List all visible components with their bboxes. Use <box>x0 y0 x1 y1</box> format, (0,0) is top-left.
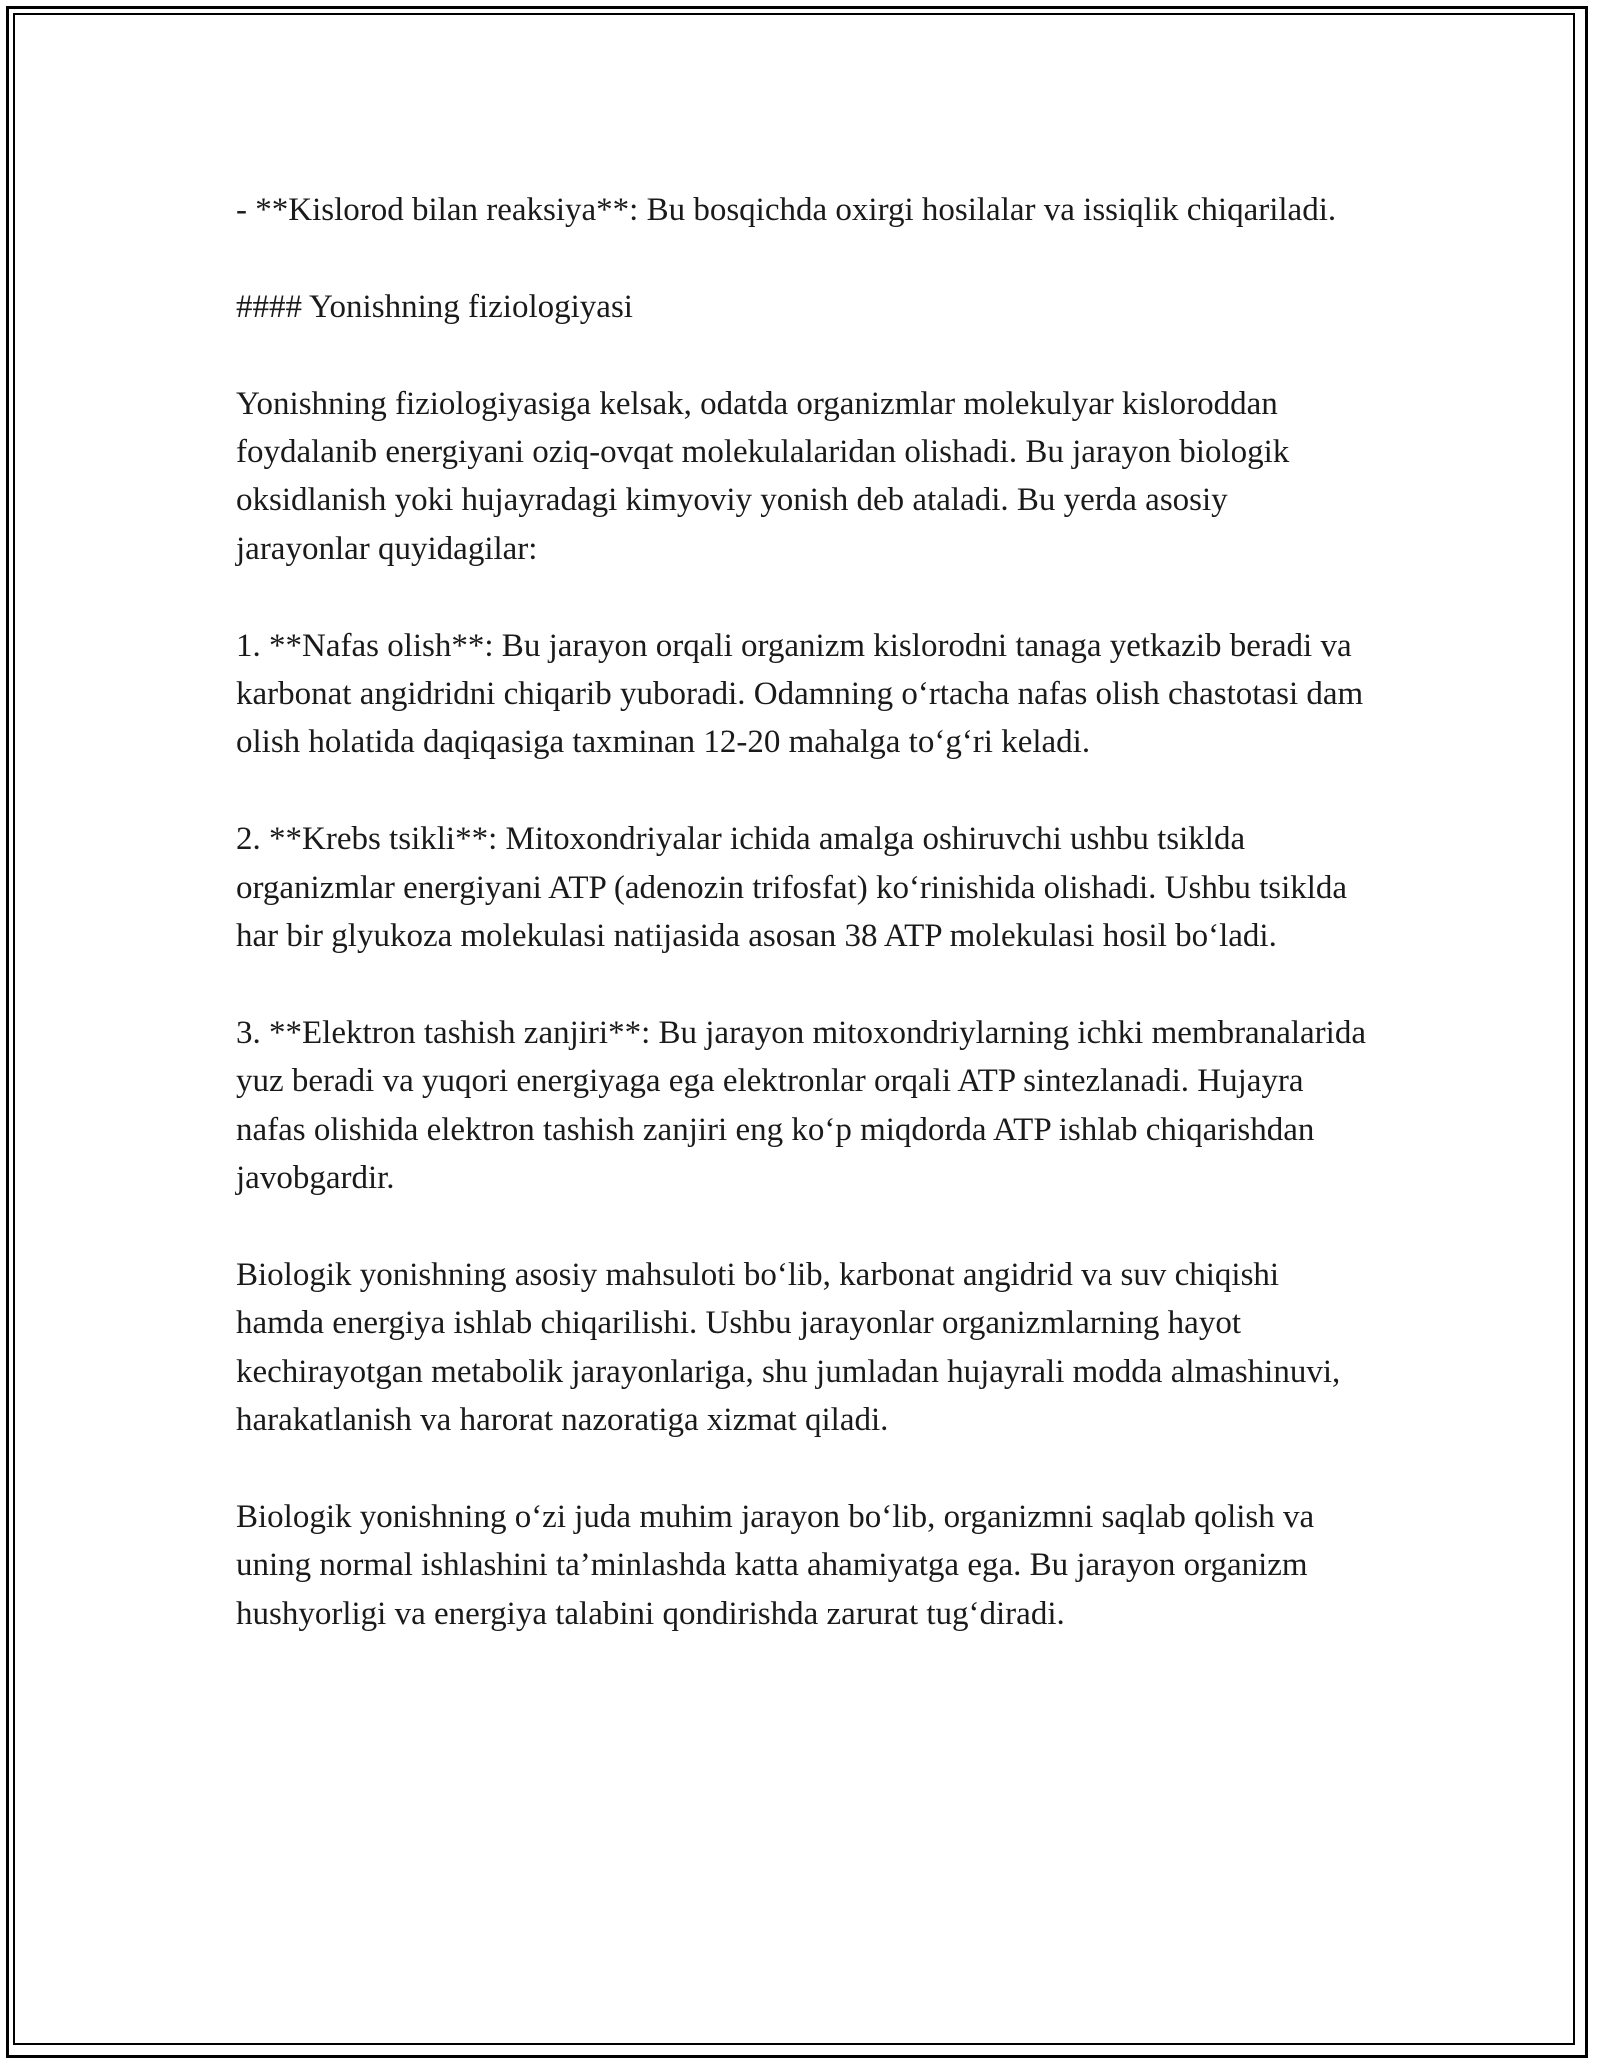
paragraph-kislorod-reaksiya: - **Kislorod bilan reaksiya**: Bu bosqichda oxirgi hosilalar va issiqlik chiqariladi. <box>236 192 1337 228</box>
list-item-elektron-zanjiri: 3. **Elektron tashish zanjiri**: Bu jarayon mitoxondriylarning ichki membranalarida yuz beradi va yuqori energiyaga ega elektronlar orqali ATP sintezlanadi. Hujayra nafas olishida elektron tashish zanjiri eng ko‘p miqdorda ATP ishlab chiqarishdan javobgardir. <box>236 1014 1366 1197</box>
paragraph-intro: Yonishning fiziologiyasiga kelsak, odatda organizmlar molekulyar kisloroddan foydalanib energiyani oziq-ovqat molekulalaridan olishadi. Bu jarayon biologik oksidlanish yoki hujayradagi kimyoviy yonish deb ataladi. Bu yerda asosiy jarayonlar quyidagilar: <box>236 385 1290 567</box>
list-item-nafas-olish: 1. **Nafas olish**: Bu jarayon orqali organizm kislorodni tanaga yetkazib beradi va karbonat angidridni chiqarib yuboradi. Odamning o‘rtacha nafas olish chastotasi dam olish holatida daqiqasiga taxminan 12-20 mahalga to‘g‘ri keladi. <box>236 627 1364 761</box>
document-body <box>236 186 1366 1638</box>
section-heading-fiziologiya: #### Yonishning fiziologiyasi <box>236 288 633 325</box>
list-item-krebs-tsikli: 2. **Krebs tsikli**: Mitoxondriyalar ichida amalga oshiruvchi ushbu tsiklda organizmlar energiyani ATP (adenozin trifosfat) ko‘rinishida olishadi. Ushbu tsiklda har bir glyukoza molekulasi natijasida asosan 38 ATP molekulasi hosil bo‘ladi. <box>236 821 1348 955</box>
paragraph-xulosa: Biologik yonishning o‘zi juda muhim jarayon bo‘lib, organizmni saqlab qolish va uning normal ishlashini ta’minlashda katta ahamiyatga ega. Bu jarayon organizm hushyorligi va energiya talabini qondirishda zarurat tug‘diradi. <box>236 1498 1315 1632</box>
paragraph-mahsulot: Biologik yonishning asosiy mahsuloti bo‘lib, karbonat angidrid va suv chiqishi hamda energiya ishlab chiqarilishi. Ushbu jarayonlar organizmlarning hayot kechirayotgan metabolik jarayonlariga, shu jumladan hujayrali modda almashinuvi, harakatlanish va harorat nazoratiga xizmat qiladi. <box>236 1256 1341 1439</box>
